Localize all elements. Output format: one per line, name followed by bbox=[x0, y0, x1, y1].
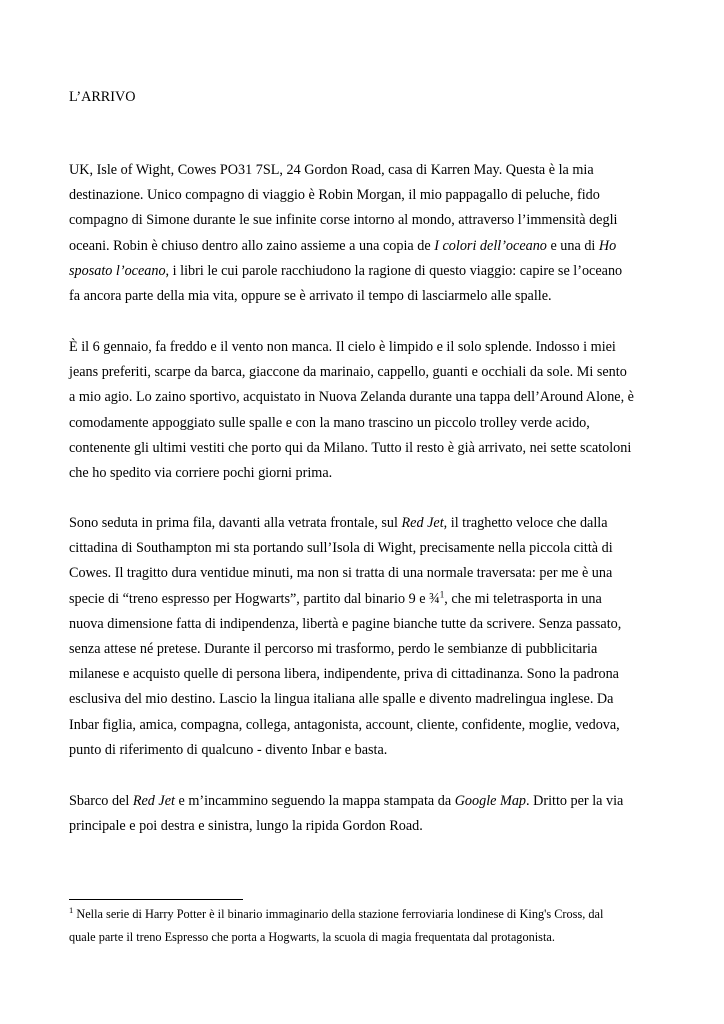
paragraph-line: senza attese né pretese. Durante il percorso mi trasformo, perdo le sembianze di pubblicitaria bbox=[69, 640, 598, 657]
text-run: , il traghetto veloce che dalla bbox=[443, 515, 608, 531]
footnote-line: quale parte il treno Espresso che porta a Hogwarts, la scuola di magia frequentata dal protagonista. bbox=[69, 929, 555, 944]
paragraph-line bbox=[69, 259, 659, 284]
text-run: Sono seduta in prima fila, davanti alla vetrata frontale, sul bbox=[69, 515, 402, 531]
text-run: Nella serie di Harry Potter è il binario immaginario della stazione ferroviaria londinese di King's Cross, dal bbox=[73, 907, 604, 921]
paragraph-line: contenente gli ultimi vestiti che porto qui da Milano. Tutto il resto è già arrivato, nei sette scatoloni bbox=[69, 439, 632, 456]
paragraph-line: Cowes. Il tragitto dura ventidue minuti, ma non si tratta di una normale traversata: per me è una bbox=[69, 565, 613, 582]
paragraph-line bbox=[69, 587, 659, 612]
paragraph-line: cittadina di Southampton mi sta portando sull’Isola di Wight, precisamente nella piccola città di bbox=[69, 540, 613, 557]
text-run: oceani. Robin è chiuso dentro allo zaino assieme a una copia de bbox=[69, 237, 435, 254]
paragraph-line: punto di riferimento di qualcuno - divento Inbar e basta. bbox=[69, 741, 388, 758]
paragraph-line: comodamente appoggiato sulle spalle e con la mano trascino un piccolo trolley verde acido, bbox=[69, 414, 590, 431]
paragraph-line: esclusiva del mio destino. Lascio la lingua italiana alle spalle e divento madrelingua inglese. Da bbox=[69, 691, 614, 708]
text-run: . Dritto per la via bbox=[526, 793, 624, 809]
text-run: Sbarco del bbox=[69, 793, 133, 809]
paragraph-line: principale e poi destra e sinistra, lungo la ripida Gordon Road. bbox=[69, 818, 423, 835]
text-run: , che mi teletrasporta in una bbox=[444, 590, 602, 607]
text-run: e una di bbox=[546, 237, 599, 254]
paragraph-line: che ho spedito via corriere pochi giorni prima. bbox=[69, 464, 333, 481]
paragraph-3 bbox=[69, 511, 659, 763]
chapter-title-text: L’ARRIVO bbox=[69, 89, 136, 105]
paragraph-1 bbox=[69, 158, 659, 309]
footnote-marker: 1 bbox=[69, 904, 74, 915]
book-title-italic: sposato l’oceano bbox=[69, 262, 166, 279]
book-title-italic: I colori dell’oceano bbox=[434, 237, 547, 254]
chapter-title bbox=[69, 85, 659, 110]
footnote-line bbox=[69, 903, 669, 926]
paragraph-line: Inbar figlia, amica, compagna, collega, antagonista, account, cliente, confidente, moglie, vedova, bbox=[69, 716, 620, 733]
paragraph-line: compagno di Simone durante le sue infinite corse intorno al mondo, attraverso l’immensità degli bbox=[69, 212, 618, 229]
footnote-reference[interactable]: 1 bbox=[439, 588, 445, 599]
footnote bbox=[69, 903, 669, 948]
paragraph-line: È il 6 gennaio, fa freddo e il vento non manca. Il cielo è limpido e il solo splende. Indosso i miei bbox=[69, 339, 616, 355]
text-run: e m’incammino seguendo la mappa stampata da bbox=[174, 793, 455, 809]
text-run: , i libri le cui parole racchiudono la ragione di questo viaggio: capire se l’oceano bbox=[165, 262, 623, 279]
ferry-name-italic: Red Jet bbox=[132, 793, 175, 809]
paragraph-line: milanese e acquisto quelle di persona libera, indipendente, priva di cittadinanza. Sono la padrona bbox=[69, 666, 619, 683]
ferry-name-italic: Red Jet bbox=[401, 515, 444, 531]
service-name-italic: Google Map bbox=[454, 793, 527, 809]
paragraph-line: UK, Isle of Wight, Cowes PO31 7SL, 24 Gordon Road, casa di Karren May. Questa è la mia bbox=[69, 162, 594, 178]
paragraph-line bbox=[69, 234, 659, 259]
paragraph-4 bbox=[69, 789, 659, 839]
paragraph-line: nuova dimensione fatta di indipendenza, libertà e pagine bianche tutte da scrivere. Senza passato, bbox=[69, 615, 622, 632]
paragraph-line bbox=[69, 789, 659, 814]
paragraph-2 bbox=[69, 335, 659, 486]
paragraph-line bbox=[69, 511, 659, 536]
paragraph-line: a mio agio. Lo zaino sportivo, acquistato in Nuova Zelanda durante una tappa dell’Around Alone, è bbox=[69, 389, 634, 406]
paragraph-line: fa ancora parte della mia vita, oppure se è arrivato il tempo di lasciarmelo alle spalle. bbox=[69, 287, 552, 304]
book-title-italic: Ho bbox=[598, 237, 617, 254]
footnote-divider bbox=[69, 899, 243, 900]
paragraph-line: jeans preferiti, scarpe da barca, giaccone da marinaio, cappello, guanti e occhiali da sole. Mi sento bbox=[69, 364, 627, 381]
paragraph-line: destinazione. Unico compagno di viaggio è Robin Morgan, il mio pappagallo di peluche, fido bbox=[69, 187, 600, 204]
text-run: specie di “treno espresso per Hogwarts”, partito dal binario 9 e ¾ bbox=[69, 590, 440, 607]
